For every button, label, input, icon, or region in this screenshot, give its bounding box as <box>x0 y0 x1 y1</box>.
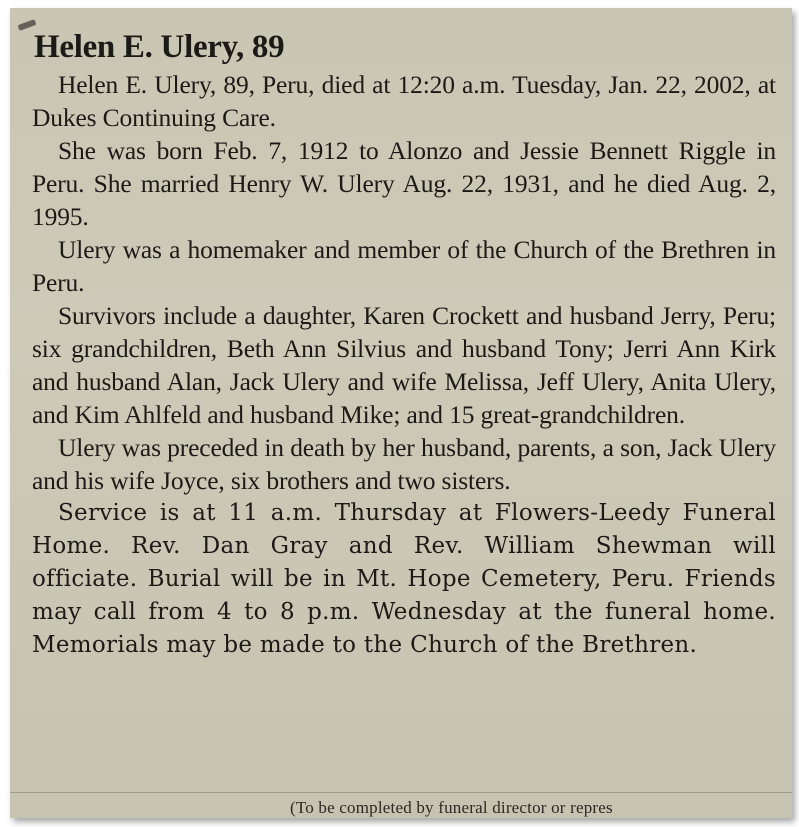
newspaper-clipping <box>10 8 792 818</box>
paragraph-service: Service is at 11 a.m. Thursday at Flowers-Leedy Funeral Home. Rev. Dan Gray and Rev. William Shewman will officiate. Burial will be in Mt. Hope Cemetery, Peru. Friends may call from 4 to 8 p.m. Wednesday at the funeral home. Memorials may be made to the Church of the Brethren. <box>32 500 776 658</box>
obituary-article <box>32 28 776 662</box>
obituary-headline: Helen E. Ulery, 89 <box>34 29 285 65</box>
divider-line <box>10 792 792 793</box>
paragraph-church: Ulery was a homemaker and member of the Church of the Brethren in Peru. <box>32 235 776 297</box>
paragraph-survivors: Survivors include a daughter, Karen Crockett and husband Jerry, Peru; six grandchildren, Beth Ann Silvius and husband Tony; Jerri Ann Kirk and husband Alan, Jack Ulery and wife Melissa, Jeff Ulery, Anita Ulery, and Kim Ahlfeld and husband Mike; and 15 great-grandchildren. <box>32 301 776 429</box>
form-footer-fragment: (To be completed by funeral director or repres <box>290 798 613 817</box>
paragraph-preceded: Ulery was preceded in death by her husband, parents, a son, Jack Ulery and his wife Joyce, six brothers and two sisters. <box>32 433 776 495</box>
paragraph-death: Helen E. Ulery, 89, Peru, died at 12:20 a.m. Tuesday, Jan. 22, 2002, at Dukes Continuing Care. <box>32 70 776 132</box>
paragraph-birth-marriage: She was born Feb. 7, 1912 to Alonzo and Jessie Bennett Riggle in Peru. She married Henry W. Ulery Aug. 22, 1931, and he died Aug. 2, 1995. <box>32 136 776 231</box>
